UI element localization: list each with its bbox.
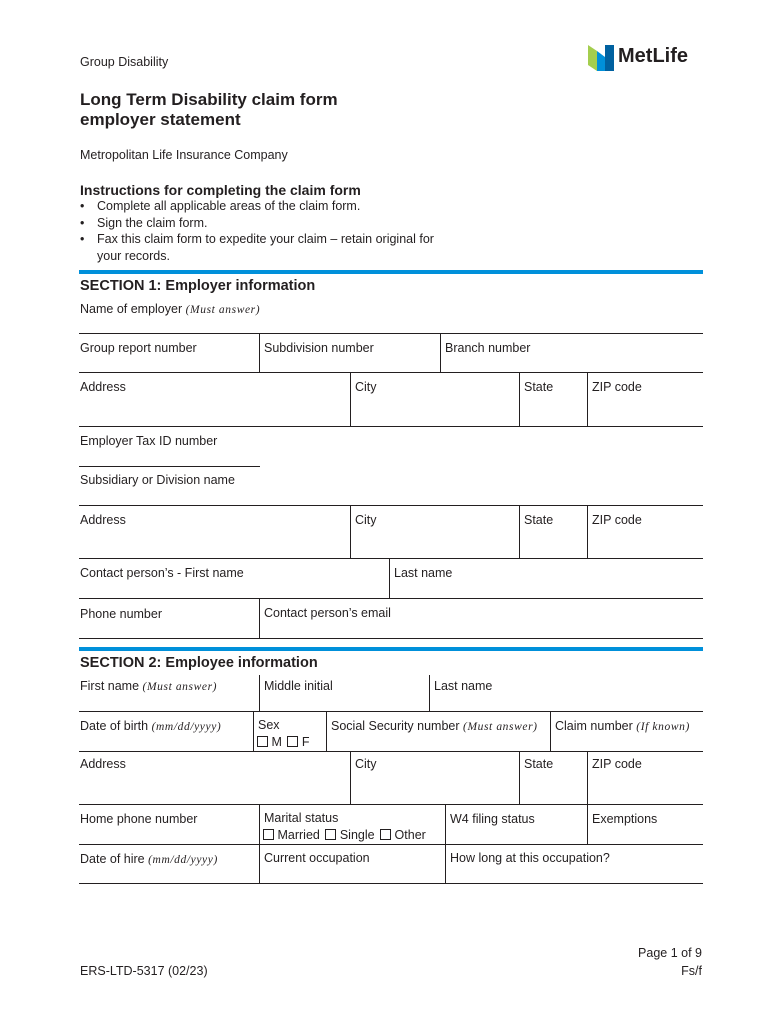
married-checkbox[interactable] <box>263 829 274 840</box>
single-checkbox[interactable] <box>325 829 336 840</box>
employee-state-label: State <box>524 757 554 771</box>
employer-name-field[interactable] <box>79 318 703 333</box>
instruction-item: • Fax this claim form to expedite your claim – retain original for your records. <box>80 231 460 264</box>
tax-id-label: Employer Tax ID number <box>80 434 218 448</box>
contact-first-name-label: Contact person’s - First name <box>80 566 244 580</box>
marital-options <box>263 828 426 842</box>
employee-city-label: City <box>355 757 377 771</box>
section1-title: SECTION 1: Employer information <box>80 278 316 294</box>
married-label: Married <box>277 828 320 842</box>
instructions-heading: Instructions for completing the claim form <box>80 182 361 198</box>
footer-code: Fs/f <box>681 964 702 978</box>
section-rule <box>79 647 703 651</box>
sex-m-label: M <box>271 735 282 749</box>
form-code: ERS-LTD-5317 (02/23) <box>80 964 208 978</box>
employer-zip-label: ZIP code <box>592 380 642 394</box>
employer-name-label: Name of employer (Must answer) <box>80 302 261 316</box>
company-name: Metropolitan Life Insurance Company <box>80 148 288 162</box>
phone-number-label: Phone number <box>80 607 163 621</box>
instructions-list <box>80 198 460 264</box>
date-of-hire-label: Date of hire (mm/dd/yyyy) <box>80 852 218 866</box>
employee-address-label: Address <box>80 757 126 771</box>
other-checkbox[interactable] <box>380 829 391 840</box>
section2-title: SECTION 2: Employee information <box>80 655 318 671</box>
marital-status-label: Marital status <box>264 811 339 825</box>
group-report-number-label: Group report number <box>80 341 197 355</box>
subsidiary-zip-label: ZIP code <box>592 513 642 527</box>
first-name-label: First name (Must answer) <box>80 679 218 693</box>
sex-options <box>257 735 310 749</box>
occupation-label: Current occupation <box>264 851 370 865</box>
metlife-logo <box>588 44 698 72</box>
sex-f-checkbox[interactable] <box>287 736 298 747</box>
instruction-item: • Sign the claim form. <box>80 215 460 232</box>
metlife-logo-icon <box>588 45 614 71</box>
single-label: Single <box>339 828 375 842</box>
sex-label: Sex <box>258 718 280 732</box>
w4-label: W4 filing status <box>450 812 535 826</box>
form-category: Group Disability <box>80 55 169 69</box>
other-label: Other <box>394 828 426 842</box>
exemptions-label: Exemptions <box>592 812 658 826</box>
occupation-duration-label: How long at this occupation? <box>450 851 610 865</box>
ssn-label: Social Security number (Must answer) <box>331 719 538 733</box>
section-rule <box>79 270 703 274</box>
middle-initial-label: Middle initial <box>264 679 333 693</box>
branch-number-label: Branch number <box>445 341 531 355</box>
subsidiary-city-label: City <box>355 513 377 527</box>
employer-state-label: State <box>524 380 554 394</box>
subdivision-number-label: Subdivision number <box>264 341 374 355</box>
subsidiary-address-label: Address <box>80 513 126 527</box>
employer-address-label: Address <box>80 380 126 394</box>
subsidiary-state-label: State <box>524 513 554 527</box>
page-title: Long Term Disability claim form employer statement <box>80 90 338 129</box>
employee-zip-label: ZIP code <box>592 757 642 771</box>
home-phone-label: Home phone number <box>80 812 198 826</box>
contact-last-name-label: Last name <box>394 566 453 580</box>
last-name-label: Last name <box>434 679 493 693</box>
sex-m-checkbox[interactable] <box>257 736 268 747</box>
sex-f-label: F <box>301 735 310 749</box>
dob-label: Date of birth (mm/dd/yyyy) <box>80 719 222 733</box>
page-number: Page 1 of 9 <box>638 946 702 960</box>
subsidiary-label: Subsidiary or Division name <box>80 473 235 487</box>
contact-email-label: Contact person’s email <box>264 606 391 620</box>
metlife-wordmark: MetLife <box>618 45 688 67</box>
instruction-item: • Complete all applicable areas of the claim form. <box>80 198 460 215</box>
employer-city-label: City <box>355 380 377 394</box>
claim-number-label: Claim number (If known) <box>555 719 690 733</box>
